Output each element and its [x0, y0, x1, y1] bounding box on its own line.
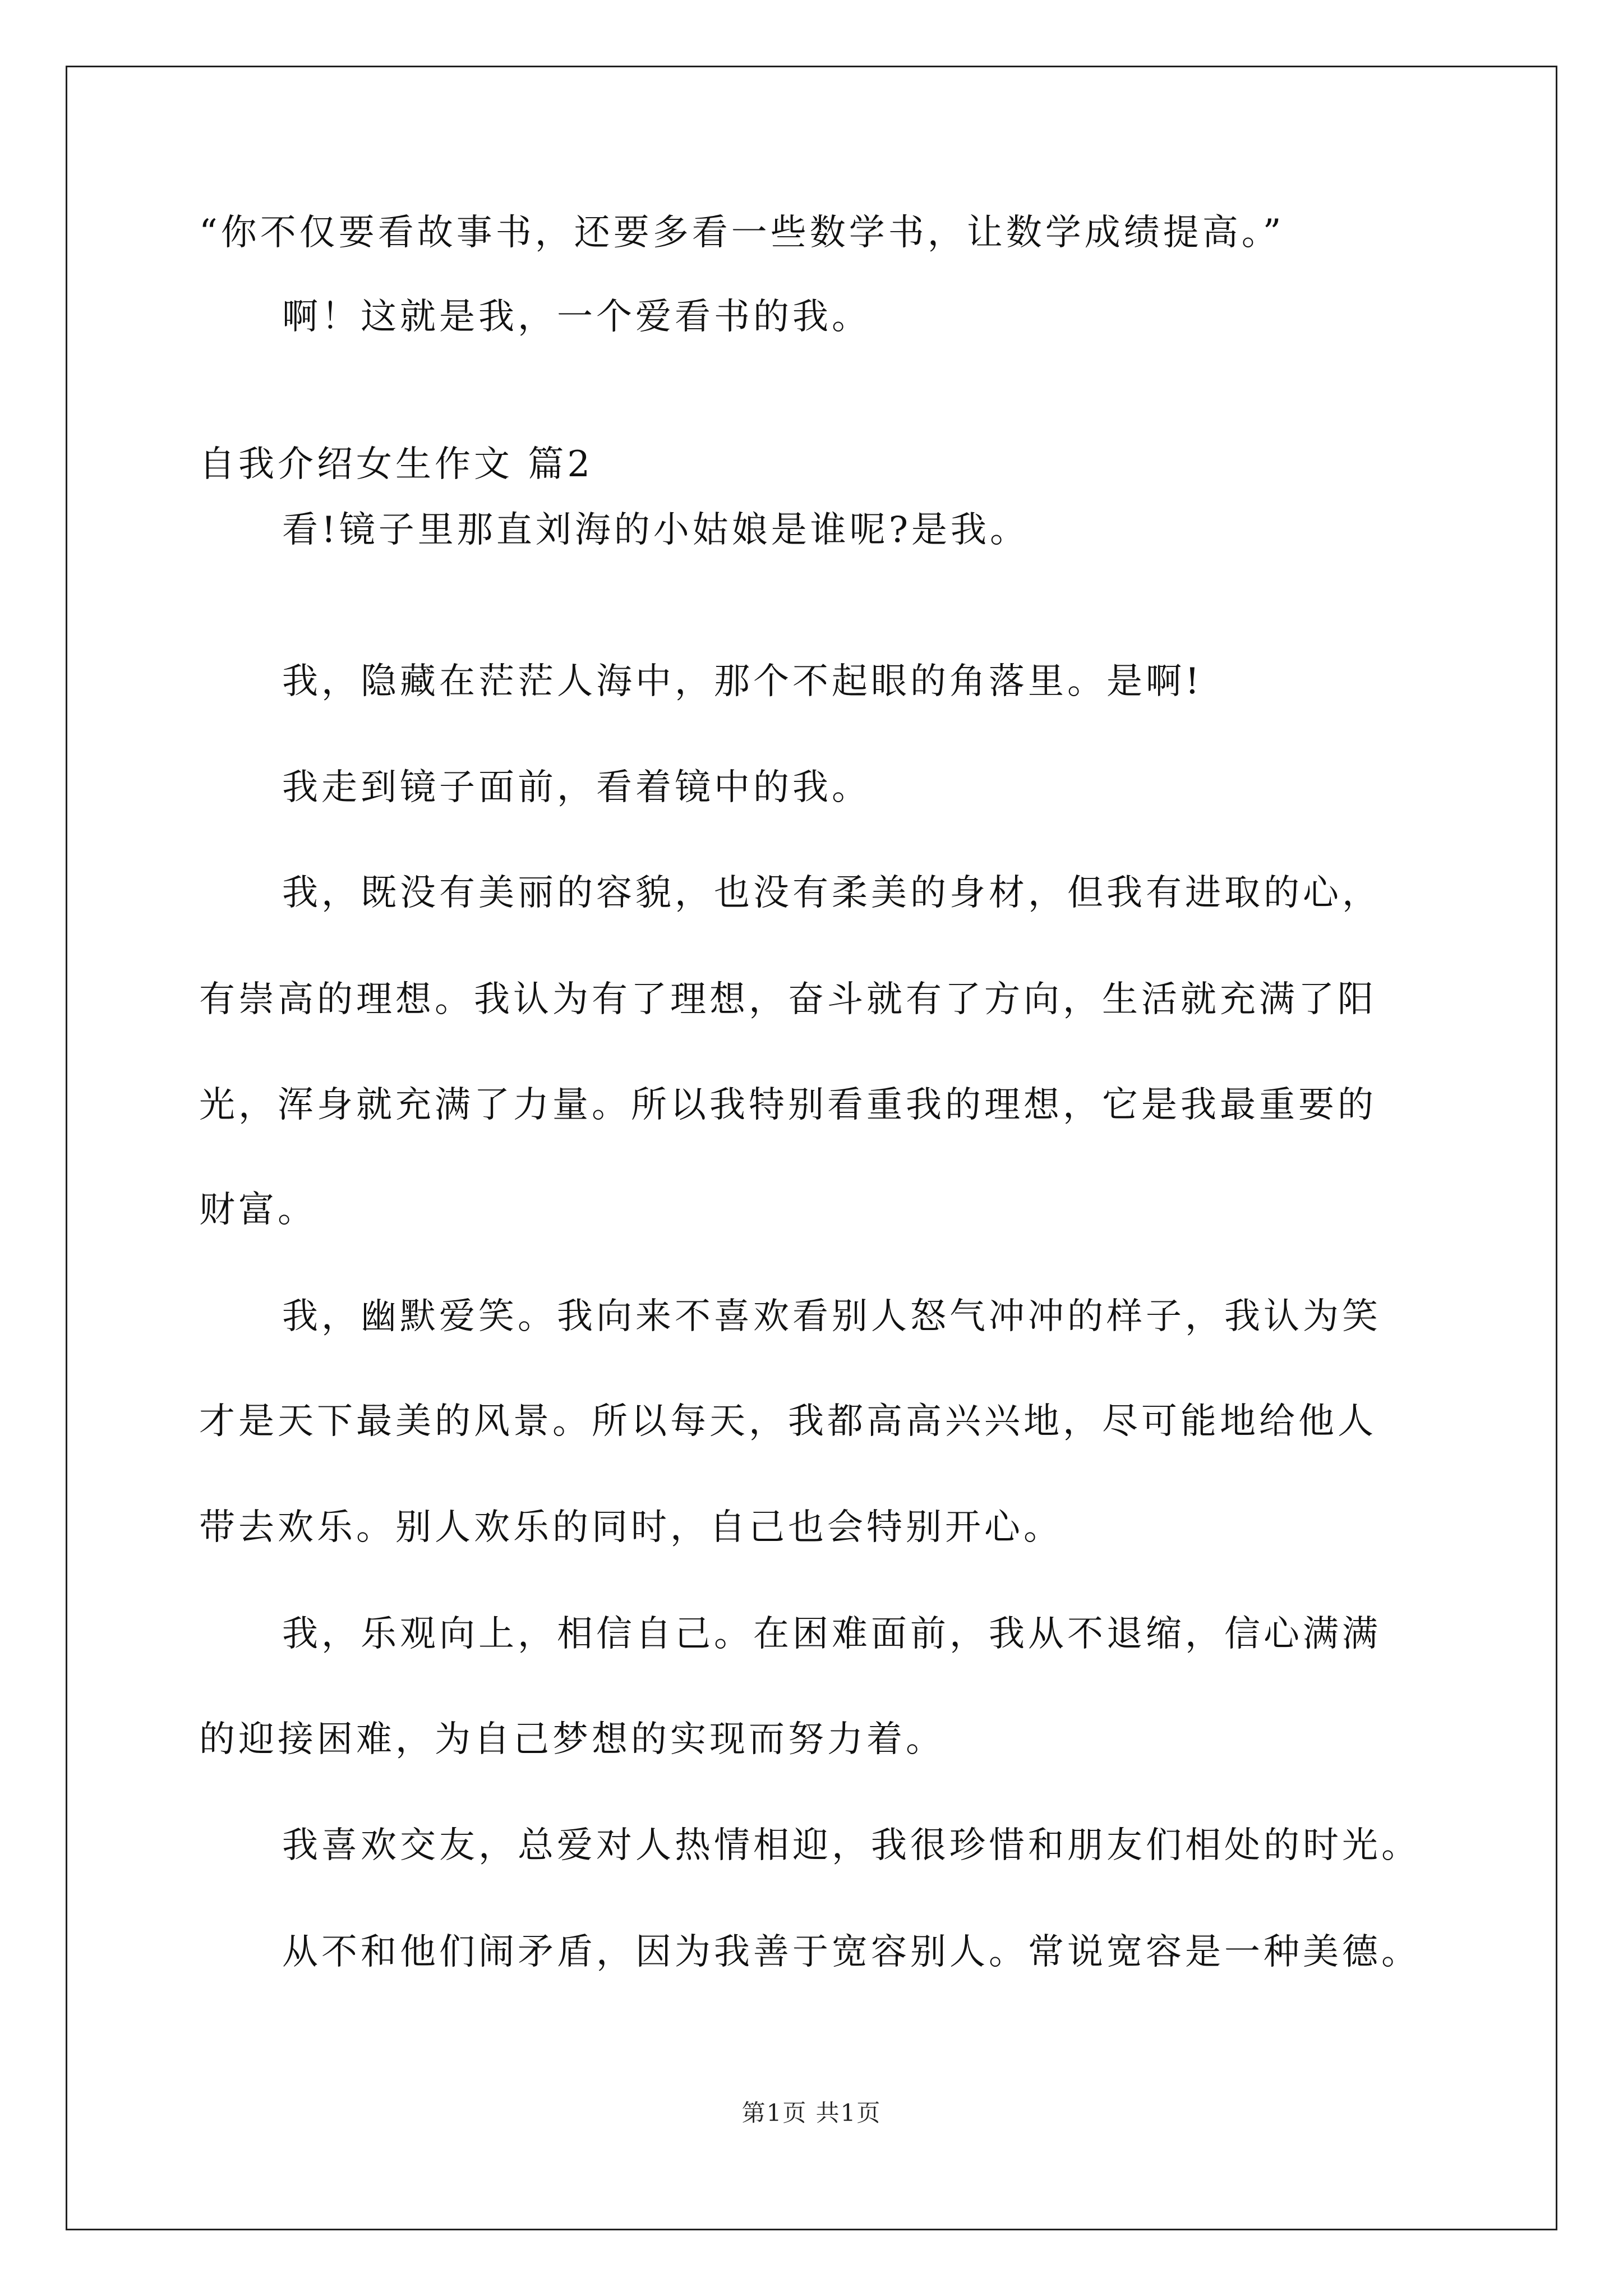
- paragraph-line: 啊！这就是我，一个爱看书的我。: [282, 296, 871, 338]
- paragraph-line: 我，隐藏在茫茫人海中，那个不起眼的角落里。是啊!: [282, 661, 1203, 702]
- paragraph-line: 我走到镜子面前，看着镜中的我。: [282, 767, 871, 808]
- paragraph-line: 财富。: [199, 1189, 317, 1231]
- paragraph-line: 从不和他们闹矛盾，因为我善于宽容别人。常说宽容是一种美德。: [282, 1931, 1421, 1973]
- paragraph-line: 带去欢乐。别人欢乐的同时，自己也会特别开心。: [199, 1507, 1063, 1548]
- paragraph-line: 才是天下最美的风景。所以每天，我都高高兴兴地，尽可能地给他人: [199, 1401, 1377, 1442]
- section-heading: 自我介绍女生作文 篇2: [199, 444, 594, 485]
- paragraph-line: 的迎接困难，为自己梦想的实现而努力着。: [199, 1719, 945, 1760]
- paragraph-line: “你不仅要看故事书，还要多看一些数学书，让数学成绩提高。”: [199, 212, 1285, 254]
- paragraph-line: 看!镜子里那直刘海的小姑娘是谁呢?是我。: [282, 509, 1030, 551]
- paragraph-line: 我，幽默爱笑。我向来不喜欢看别人怒气冲冲的样子，我认为笑: [282, 1296, 1381, 1337]
- paragraph-line: 光，浑身就充满了力量。所以我特别看重我的理想，它是我最重要的: [199, 1084, 1377, 1126]
- paragraph-line: 我喜欢交友，总爱对人热情相迎，我很珍惜和朋友们相处的时光。: [282, 1825, 1421, 1866]
- page-footer: 第1页 共1页: [741, 2099, 882, 2127]
- paragraph-line: 我，乐观向上，相信自己。在困难面前，我从不退缩，信心满满: [282, 1613, 1381, 1655]
- paragraph-line: 我，既没有美丽的容貌，也没有柔美的身材，但我有进取的心，: [282, 872, 1381, 914]
- page-border: [66, 66, 1557, 2230]
- paragraph-line: 有崇高的理想。我认为有了理想，奋斗就有了方向，生活就充满了阳: [199, 979, 1377, 1020]
